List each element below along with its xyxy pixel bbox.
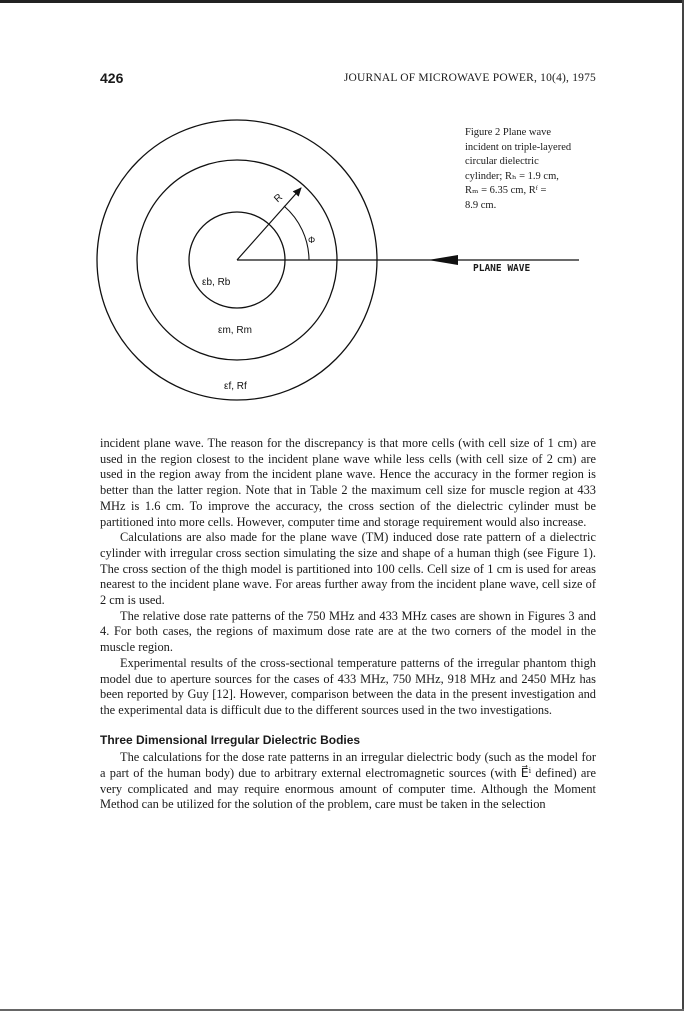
- section-heading: Three Dimensional Irregular Dielectric Bodies: [100, 732, 361, 747]
- body-text: [100, 436, 596, 813]
- figure-caption: [465, 126, 605, 214]
- phi-arc: [284, 206, 309, 260]
- caption-line: circular dielectric: [465, 156, 539, 168]
- caption-line: Figure 2 Plane wave: [465, 127, 552, 138]
- paragraph: Experimental results of the cross-sectional temperature patterns of the irregular phantom thigh model due to aperture sources for the cases of 433 MHz, 750 MHz, 918 MHz and 2450 MHz has been reported by Guy [12]. However, comparison between the data in the present investigation and the experimental data is difficult due to the different sources used in the two investigations.: [100, 655, 596, 717]
- plane-wave-arrowhead: [428, 255, 458, 265]
- paragraph: The calculations for the dose rate patterns in an irregular dielectric body (such as the model for a part of the human body) due to arbitrary external electromagnetic sources (with E⃗ⁱ defined) are very complicated and may require enormous amount of computer time. Although the Moment Method can be utilized for the solution of the problem, care must be taken in the selection: [100, 750, 596, 812]
- radius-arrow: [237, 188, 301, 260]
- outer-region-label: εf, Rf: [224, 381, 247, 392]
- figure-2: [90, 105, 600, 415]
- caption-line: incident on triple-layered: [465, 141, 572, 153]
- journal-title: JOURNAL OF MICROWAVE POWER, 10(4), 1975: [343, 72, 596, 84]
- page-header: [100, 70, 596, 90]
- page-number: 426: [100, 70, 124, 86]
- phi-label: Φ: [308, 235, 316, 245]
- middle-region-label: εm, Rm: [218, 325, 252, 336]
- caption-line: 8.9 cm.: [465, 199, 497, 211]
- paragraph: incident plane wave. The reason for the discrepancy is that more cells (with cell size of 1 cm) are used in the region closest to the incident plane wave while less cells (with cell size of 2 cm) are used in the region away from the incident plane wave. Hence the accuracy in the former region is better than the latter region. Note that in Table 2 the maximum cell size for muscle region at 433 MHz is 1.6 cm. To improve the accuracy, the cross section of the dielectric cylinder must be partitioned into more cells. However, computer time and storage requirement would also increase.: [100, 436, 596, 529]
- paragraph: The relative dose rate patterns of the 750 MHz and 433 MHz cases are shown in Figures 3 and 4. For both cases, the regions of maximum dose rate are at the two corners of the model in the muscle region.: [100, 608, 596, 655]
- plane-wave-label: PLANE WAVE: [473, 263, 531, 274]
- page-border-top: [0, 0, 684, 3]
- radius-label: R: [272, 191, 285, 206]
- inner-region-label: εb, Rb: [202, 277, 231, 288]
- caption-line: cylinder; Rₕ = 1.9 cm,: [465, 170, 559, 182]
- caption-line: Rₘ = 6.35 cm, Rᶠ =: [465, 185, 547, 197]
- paragraph: Calculations are also made for the plane wave (TM) induced dose rate pattern of a dielectric cylinder with irregular cross section simulating the size and shape of a human thigh (see Figure 1). The cross section of the thigh model is partitioned into 100 cells. Cell size of 1 cm is used for areas nearest to the incident plane wave. For areas further away from the incident plane wave, cell size of 2 cm is used.: [100, 530, 596, 608]
